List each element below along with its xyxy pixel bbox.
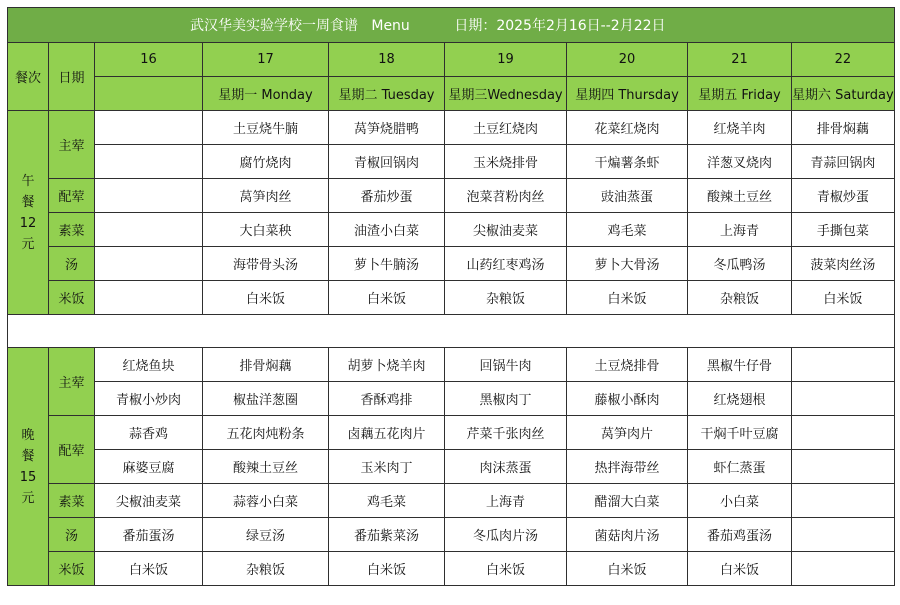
menu-cell: 洋葱叉烧肉 bbox=[688, 145, 792, 179]
menu-cell: 青蒜回锅肉 bbox=[792, 145, 895, 179]
date-header: 17 bbox=[203, 43, 329, 77]
category-label: 主荤 bbox=[49, 348, 95, 416]
menu-cell: 五花肉炖粉条 bbox=[203, 416, 329, 450]
menu-cell: 冬瓜肉片汤 bbox=[445, 518, 567, 552]
menu-cell: 萝卜大骨汤 bbox=[567, 247, 688, 281]
menu-cell: 土豆红烧肉 bbox=[445, 111, 567, 145]
menu-cell bbox=[792, 450, 895, 484]
menu-cell: 酸辣土豆丝 bbox=[688, 179, 792, 213]
menu-cell: 番茄鸡蛋汤 bbox=[688, 518, 792, 552]
menu-cell: 白米饭 bbox=[688, 552, 792, 586]
menu-cell: 泡菜苕粉肉丝 bbox=[445, 179, 567, 213]
menu-cell: 尖椒油麦菜 bbox=[95, 484, 203, 518]
menu-cell: 蒜蓉小白菜 bbox=[203, 484, 329, 518]
menu-cell: 鸡毛菜 bbox=[329, 484, 445, 518]
menu-cell bbox=[95, 281, 203, 315]
menu-cell: 豉油蒸蛋 bbox=[567, 179, 688, 213]
menu-cell bbox=[792, 484, 895, 518]
category-label: 素菜 bbox=[49, 484, 95, 518]
title-school: 武汉华美实验学校一周食谱 bbox=[190, 18, 358, 34]
category-label: 配荤 bbox=[49, 416, 95, 484]
menu-cell: 海带骨头汤 bbox=[203, 247, 329, 281]
date-column-header: 日期 bbox=[49, 43, 95, 111]
menu-cell: 藤椒小酥肉 bbox=[567, 382, 688, 416]
menu-cell: 红烧羊肉 bbox=[688, 111, 792, 145]
meal-column-header: 餐次 bbox=[8, 43, 49, 111]
menu-cell bbox=[95, 111, 203, 145]
menu-cell: 冬瓜鸭汤 bbox=[688, 247, 792, 281]
category-label: 素菜 bbox=[49, 213, 95, 247]
section-spacer bbox=[8, 315, 895, 348]
menu-cell: 排骨焖藕 bbox=[203, 348, 329, 382]
weekday-header: 星期一 Monday bbox=[203, 77, 329, 111]
menu-cell: 白米饭 bbox=[567, 281, 688, 315]
menu-cell: 香酥鸡排 bbox=[329, 382, 445, 416]
menu-cell: 山药红枣鸡汤 bbox=[445, 247, 567, 281]
menu-cell: 麻婆豆腐 bbox=[95, 450, 203, 484]
menu-cell: 番茄紫菜汤 bbox=[329, 518, 445, 552]
date-header: 19 bbox=[445, 43, 567, 77]
menu-cell: 肉沫蒸蛋 bbox=[445, 450, 567, 484]
menu-cell: 菠菜肉丝汤 bbox=[792, 247, 895, 281]
menu-cell: 番茄蛋汤 bbox=[95, 518, 203, 552]
menu-cell: 上海青 bbox=[688, 213, 792, 247]
menu-cell: 回锅牛肉 bbox=[445, 348, 567, 382]
date-header: 18 bbox=[329, 43, 445, 77]
menu-cell: 萝卜牛腩汤 bbox=[329, 247, 445, 281]
weekday-header: 星期四 Thursday bbox=[567, 77, 688, 111]
menu-cell: 小白菜 bbox=[688, 484, 792, 518]
menu-cell: 热拌海带丝 bbox=[567, 450, 688, 484]
menu-cell: 白米饭 bbox=[95, 552, 203, 586]
menu-cell: 莴笋烧腊鸭 bbox=[329, 111, 445, 145]
menu-cell bbox=[792, 416, 895, 450]
menu-cell bbox=[792, 552, 895, 586]
menu-cell: 白米饭 bbox=[329, 281, 445, 315]
title-menu: Menu bbox=[371, 18, 410, 34]
menu-cell: 红烧翅根 bbox=[688, 382, 792, 416]
menu-cell: 绿豆汤 bbox=[203, 518, 329, 552]
menu-cell: 黑椒牛仔骨 bbox=[688, 348, 792, 382]
menu-cell: 白米饭 bbox=[445, 552, 567, 586]
menu-cell: 虾仁蒸蛋 bbox=[688, 450, 792, 484]
category-label: 主荤 bbox=[49, 111, 95, 179]
menu-cell: 土豆烧排骨 bbox=[567, 348, 688, 382]
menu-cell: 土豆烧牛腩 bbox=[203, 111, 329, 145]
menu-title bbox=[8, 8, 895, 43]
menu-cell bbox=[95, 145, 203, 179]
menu-cell: 杂粮饭 bbox=[445, 281, 567, 315]
menu-cell bbox=[95, 213, 203, 247]
menu-cell: 蒜香鸡 bbox=[95, 416, 203, 450]
menu-cell: 青椒小炒肉 bbox=[95, 382, 203, 416]
menu-cell: 胡萝卜烧羊肉 bbox=[329, 348, 445, 382]
weekly-menu-table bbox=[7, 7, 895, 586]
menu-cell: 椒盐洋葱圈 bbox=[203, 382, 329, 416]
menu-cell: 芹菜千张肉丝 bbox=[445, 416, 567, 450]
menu-cell: 黑椒肉丁 bbox=[445, 382, 567, 416]
weekday-header: 星期二 Tuesday bbox=[329, 77, 445, 111]
category-label: 米饭 bbox=[49, 281, 95, 315]
weekday-header: 星期六 Saturday bbox=[792, 77, 895, 111]
category-label: 汤 bbox=[49, 518, 95, 552]
menu-cell: 玉米肉丁 bbox=[329, 450, 445, 484]
menu-cell: 青椒炒蛋 bbox=[792, 179, 895, 213]
menu-cell bbox=[95, 247, 203, 281]
menu-cell: 大白菜秧 bbox=[203, 213, 329, 247]
category-label: 汤 bbox=[49, 247, 95, 281]
menu-cell: 排骨焖藕 bbox=[792, 111, 895, 145]
menu-cell: 白米饭 bbox=[329, 552, 445, 586]
menu-cell bbox=[792, 518, 895, 552]
date-header: 22 bbox=[792, 43, 895, 77]
menu-cell: 白米饭 bbox=[203, 281, 329, 315]
dinner-meal-label: 晚 餐 15 元 bbox=[8, 348, 49, 586]
menu-cell: 花菜红烧肉 bbox=[567, 111, 688, 145]
menu-cell: 杂粮饭 bbox=[203, 552, 329, 586]
menu-cell: 腐竹烧肉 bbox=[203, 145, 329, 179]
lunch-meal-label: 午 餐 12 元 bbox=[8, 111, 49, 315]
menu-cell bbox=[95, 179, 203, 213]
title-date-range: 日期：2025年2月16日--2月22日 bbox=[454, 18, 666, 34]
menu-cell: 油渣小白菜 bbox=[329, 213, 445, 247]
menu-cell: 莴笋肉片 bbox=[567, 416, 688, 450]
menu-cell: 上海青 bbox=[445, 484, 567, 518]
menu-cell: 白米饭 bbox=[792, 281, 895, 315]
category-label: 米饭 bbox=[49, 552, 95, 586]
menu-cell: 玉米烧排骨 bbox=[445, 145, 567, 179]
menu-cell: 尖椒油麦菜 bbox=[445, 213, 567, 247]
weekday-header: 星期三Wednesday bbox=[445, 77, 567, 111]
menu-cell: 醋溜大白菜 bbox=[567, 484, 688, 518]
menu-cell: 杂粮饭 bbox=[688, 281, 792, 315]
date-header: 21 bbox=[688, 43, 792, 77]
menu-cell: 手撕包菜 bbox=[792, 213, 895, 247]
weekday-header bbox=[95, 77, 203, 111]
menu-cell: 卤藕五花肉片 bbox=[329, 416, 445, 450]
menu-cell: 莴笋肉丝 bbox=[203, 179, 329, 213]
menu-cell: 干煸薯条虾 bbox=[567, 145, 688, 179]
menu-cell: 青椒回锅肉 bbox=[329, 145, 445, 179]
menu-cell: 酸辣土豆丝 bbox=[203, 450, 329, 484]
category-label: 配荤 bbox=[49, 179, 95, 213]
date-header: 16 bbox=[95, 43, 203, 77]
menu-cell: 鸡毛菜 bbox=[567, 213, 688, 247]
menu-cell: 干焖千叶豆腐 bbox=[688, 416, 792, 450]
menu-cell: 红烧鱼块 bbox=[95, 348, 203, 382]
date-header: 20 bbox=[567, 43, 688, 77]
weekday-header: 星期五 Friday bbox=[688, 77, 792, 111]
menu-cell: 白米饭 bbox=[567, 552, 688, 586]
menu-cell: 番茄炒蛋 bbox=[329, 179, 445, 213]
menu-cell bbox=[792, 382, 895, 416]
menu-cell: 菌菇肉片汤 bbox=[567, 518, 688, 552]
menu-cell bbox=[792, 348, 895, 382]
